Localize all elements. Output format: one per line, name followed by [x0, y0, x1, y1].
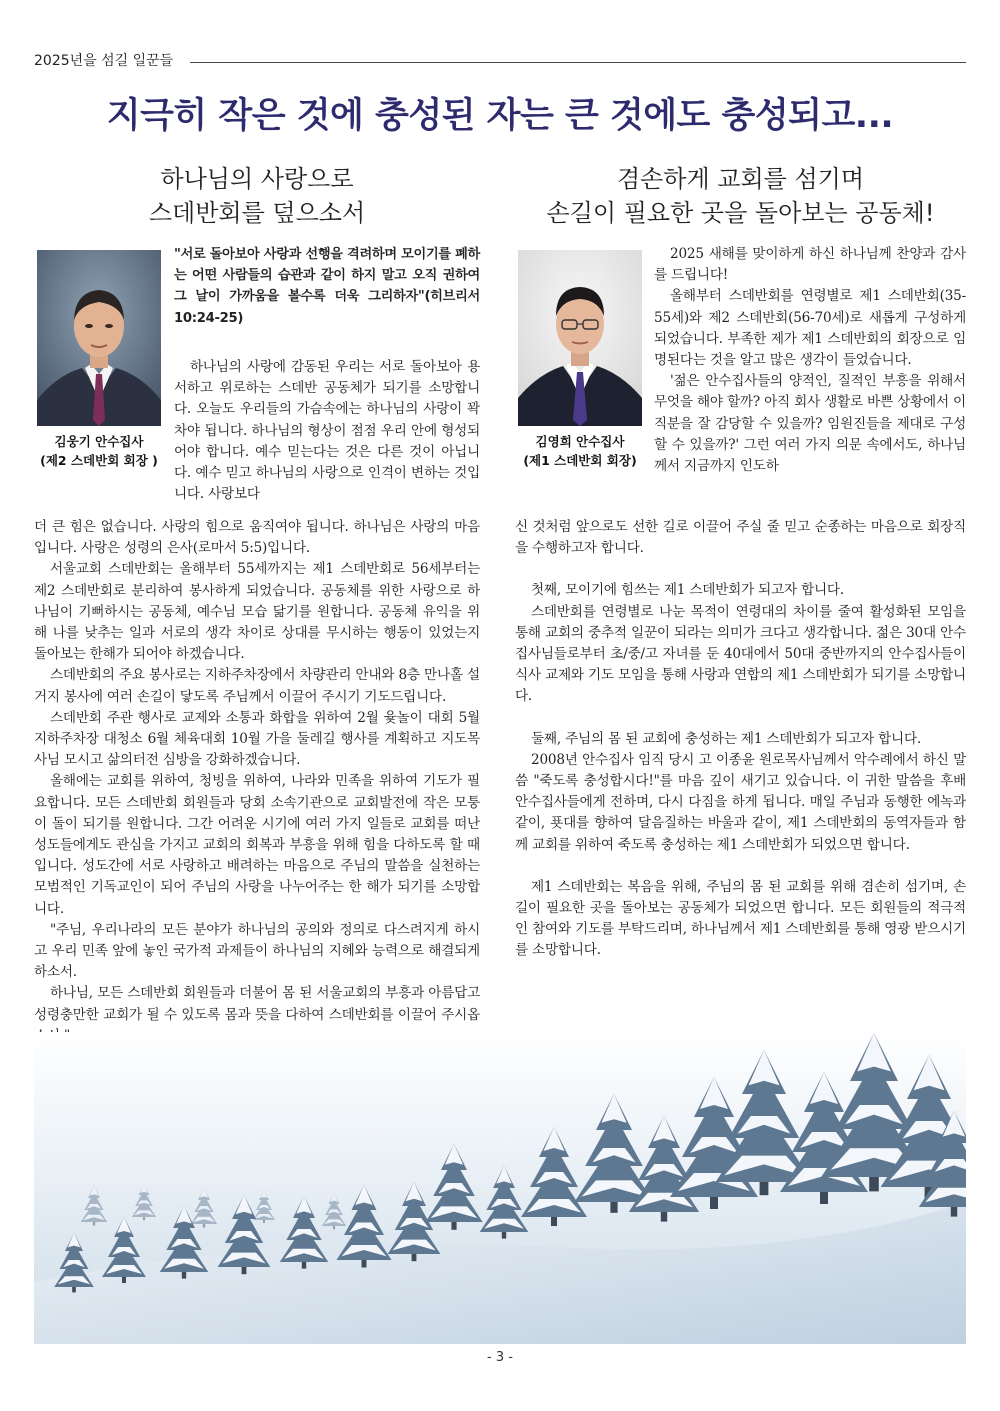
page-number: - 3 -: [487, 1350, 513, 1365]
left-title-line1: 하나님의 사랑으로: [160, 165, 354, 193]
right-article-title: [515, 162, 966, 230]
right-person-caption: [505, 432, 655, 470]
section-label: 2025년을 섬길 일꾼들: [34, 50, 181, 70]
snowy-forest-image: [34, 1032, 966, 1344]
left-scripture-quote: "서로 돌아보아 사랑과 선행을 격려하며 모이기를 폐하는 어떤 사람들의 습관과 같이 하지 말고 오직 권하여 그 날이 가까움을 볼수록 더욱 그리하자"(히브리서 10:24-25): [174, 247, 480, 326]
left-title-line2: 스데반회를 덮으소서: [148, 199, 366, 227]
left-paragraph: "주님, 우리나라의 모든 분야가 하나님의 공의와 정의로 다스려지게 하시고 우리 민족 앞에 놓인 국가적 과제들이 하나님의 지혜와 능력으로 해결되게 하소서.: [34, 921, 480, 981]
right-paragraph: 올해부터 스데반회를 연령별로 제1 스데반회(35-55세)와 제2 스데반회(56-70세)로 새롭게 구성하게 되었습니다. 부족한 제가 제1 스데반회의 회장으로 임명된다는 것을 알고 많은 생각이 들었습니다.: [654, 288, 966, 369]
right-paragraph: 2025 새해를 맞이하게 하신 하나님께 찬양과 감사를 드립니다!: [654, 246, 966, 284]
left-paragraph: 더 큰 힘은 없습니다. 사랑의 힘으로 움직여야 됩니다. 하나님은 사랑의 마음입니다. 사랑은 성령의 은사(로마서 5:5)입니다.: [34, 519, 480, 557]
right-person-name: 김영희 안수집사: [535, 434, 625, 449]
right-intro-text: [654, 244, 966, 477]
page-title: 지극히 작은 것에 충성된 자는 큰 것에도 충성되고...: [106, 96, 894, 136]
portrait-photo-right: [518, 250, 642, 426]
left-person-name: 김웅기 안수집사: [54, 434, 144, 449]
right-person-role: (제1 스데반회 회장): [523, 453, 637, 468]
right-paragraph: 신 것처럼 앞으로도 선한 길로 이끌어 주실 줄 믿고 순종하는 마음으로 회장직을 수행하고자 합니다.: [515, 519, 966, 557]
left-paragraph: 올해에는 교회를 위하여, 청빙을 위하여, 나라와 민족을 위하여 기도가 필요합니다. 모든 스데반회 회원들과 당회 소속기관으로 교회발전에 작은 모퉁이 돌이 되기를 원합니다. 그간 어려운 시기에 여러 가지 일들로 교회를 떠난 성도들에게도 관심을 가지고 교회의 회복과 부흥을 위해 힘을 다하도록 할 때입니다. 성도간에 서로 사랑하고 배려하는 마음으로 주님의 말씀을 실천하는 모범적인 기독교인이 되어 주님의 사랑을 나누어주는 한 해가 되기를 소망합니다.: [34, 773, 480, 917]
left-person-role: (제2 스데반회 회장 ): [40, 453, 158, 468]
left-person-caption: [24, 432, 174, 470]
header-rule: [190, 62, 966, 63]
left-body-text: [34, 517, 480, 1047]
portrait-photo-left: [37, 250, 161, 426]
right-paragraph: 둘째, 주님의 몸 된 교회에 충성하는 제1 스데반회가 되고자 합니다.: [531, 730, 921, 747]
left-paragraph: 스데반회 주관 행사로 교제와 소통과 화합을 위하여 2월 윷놀이 대회 5월 지하주차장 대청소 6월 체육대회 10월 가을 둘레길 행사를 계획하고 지도목사님 모시고 삶의터전 심방을 강화하겠습니다.: [34, 709, 480, 769]
left-paragraph: 하나님, 모든 스데반회 회원들과 더불어 몸 된 서울교회의 부흥과 아름답고 성령충만한 교회가 될 수 있도록 몸과 뜻을 다하여 스데반회를 이끌어 주시옵: [34, 985, 480, 1023]
left-paragraph: 스데반회의 주요 봉사로는 지하주차장에서 차량관리 안내와 8층 만나홀 설거지 봉사에 여러 손길이 닿도록 주님께서 이끌어 주시기 기도드립니다.: [34, 667, 480, 705]
left-intro-paragraph: [174, 357, 480, 505]
left-article-title: [34, 162, 480, 230]
left-paragraph: 하나님의 사랑에 감동된 우리는 서로 돌아보아 용서하고 위로하는 스데반 공동체가 되기를 소망합니다. 오늘도 우리들의 가슴속에는 하나님의 사랑이 꽉 차야 됩니다. 하나님의 형상이 점점 우리 안에 형성되어야 합니다. 예수 믿는다는 것은 다른 것이 아닙니다. 예수 믿고 하나님의 사랑으로 인격이 변하는 것입니다. 사랑보다: [174, 359, 480, 503]
right-paragraph: 첫째, 모이기에 힘쓰는 제1 스데반회가 되고자 합니다.: [531, 582, 844, 599]
right-body-text: [515, 517, 966, 962]
right-title-line1: 겸손하게 교회를 섬기며: [616, 165, 865, 193]
right-paragraph: 스데반회를 연령별로 나눈 목적이 연령대의 차이를 줄여 활성화된 모임을 통해 교회의 중추적 일꾼이 되라는 의미가 크다고 생각합니다. 젊은 30대 안수집사님들로부터 초/중/고 자녀를 둔 40대에서 50대 중반까지의 안수집사들이 식사 교제와 기도 모임을 통해 사랑과 연합의 제1 스데반회가 되기를 소망합니다.: [515, 603, 966, 705]
right-paragraph: 제1 스데반회는 복음을 위해, 주님의 몸 된 교회를 위해 겸손히 섬기며, 손길이 필요한 곳을 돌아보는 공동체가 되었으면 합니다. 모든 회원들의 적극적인 참여와 기도를 부탁드리며, 하나님께서 제1 스데반회를 통해 영광 받으시기를 소망합니다.: [515, 878, 966, 959]
right-paragraph: '젊은 안수집사들의 양적인, 질적인 부흥을 위해서 무엇을 해야 할까? 아직 회사 생활로 바쁜 상황에서 이 직분을 잘 감당할 수 있을까? 임원진들을 제대로 구성할 수 있을까?' 그런 여러 가지 의문 속에서도, 하나님께서 지금까지 인도하: [654, 373, 966, 475]
left-paragraph: 서울교회 스데반회는 올해부터 55세까지는 제1 스데반회로 56세부터는 제2 스데반회로 분리하여 봉사하게 되었습니다. 공동체를 위한 사랑으로 하나님이 기뻐하시는 공동체, 예수님 모습 닮기를 원합니다. 공동체 유익을 위해 나를 낮추는 일과 서로의 생각 차이로 상대를 무시하는 행동이 있었는지 돌아보는 한해가 되어야 하겠습니다.: [34, 561, 480, 663]
right-paragraph: 2008년 안수집사 임직 당시 고 이종윤 원로목사님께서 악수례에서 하신 말씀 "죽도록 충성합시다!"를 마음 깊이 새기고 있습니다. 이 귀한 말씀을 후배 안수집사들에게 전하며, 다시 다짐을 하게 됩니다. 매일 주님과 동행한 에녹과 같이, 푯대를 향하여 달음질하는 바울과 같이, 제1 스데반회의 동역자들과 함께 교회를 위하여 죽도록 충성하는 제1 스데반회가 되었으면 합니다.: [515, 751, 966, 853]
right-title-line2: 손길이 필요한 곳을 돌아보는 공동체!: [546, 199, 935, 227]
